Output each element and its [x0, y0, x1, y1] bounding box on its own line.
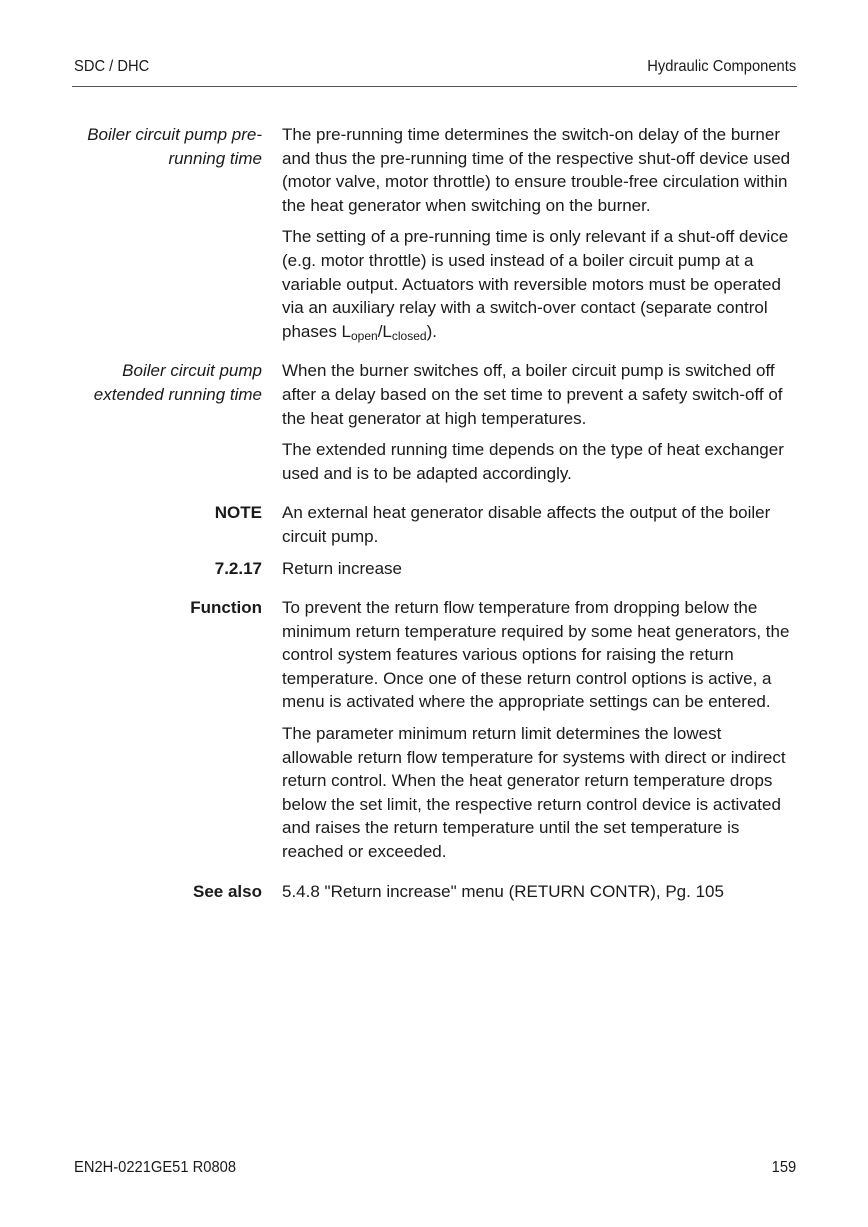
section-note: [0, 501, 868, 548]
heading-number: 7.2.17: [214, 558, 262, 578]
cross-reference: 5.4.8 "Return increase" menu (RETURN CONTR), Pg. 105: [282, 881, 724, 901]
paragraph-text: The setting of a pre-running time is only relevant if a shut-off device (e.g. motor throttle) is used instead of a boiler circuit pump at a variable output. Actuators with reversible motors must be operated via an auxiliary relay with a switch-over contact (separate control phases L: [282, 227, 789, 341]
document-code: EN2H-0221GE51 R0808: [74, 1159, 237, 1176]
paragraph: [282, 225, 794, 343]
section-extended-running-time: [0, 359, 868, 485]
margin-label: Boiler circuit pump extended running time: [93, 361, 262, 404]
margin-label: Boiler circuit pump pre-running time: [87, 125, 262, 168]
section-heading: [0, 557, 868, 581]
paragraph: The extended running time depends on the type of heat exchanger used and is to be adapted accordingly.: [282, 440, 784, 483]
paragraph: To prevent the return flow temperature from dropping below the minimum return temperature required by some heat generators, the control system features various options for raising the return temperature. Once one of these return control options is active, a menu is activated where the appropriate settings can be entered.: [282, 598, 790, 712]
subscript-closed: closed: [391, 328, 427, 343]
header-right: Hydraulic Components: [647, 58, 797, 75]
paragraph: An external heat generator disable affects the output of the boiler circuit pump.: [282, 503, 771, 546]
note-label: NOTE: [214, 503, 262, 523]
slash-l: /L: [377, 321, 392, 341]
section-pre-running-time: [0, 123, 868, 343]
section-body: [282, 501, 794, 548]
section-body: [282, 359, 794, 485]
header-left: SDC / DHC: [74, 58, 150, 75]
page-number: 159: [771, 1159, 797, 1176]
section-see-also: [0, 880, 868, 904]
page-header: [74, 58, 796, 76]
page-footer: [74, 1159, 796, 1177]
section-body: [282, 596, 794, 864]
section-function: [0, 596, 868, 864]
paragraph: The parameter minimum return limit determines the lowest allowable return flow temperature for systems with direct or indirect return control. When the heat generator return temperature drops below the set limit, the respective return control device is activated and raises the return temperature until the set temperature is reached or exceeded.: [282, 724, 786, 862]
paragraph-end: ).: [426, 321, 437, 341]
paragraph: The pre-running time determines the switch-on delay of the burner and thus the pre-running time of the respective shut-off device used (motor valve, motor throttle) to ensure trouble-free circulation within the heat generator when switching on the burner.: [282, 125, 791, 215]
section-body: [282, 123, 794, 343]
margin-label: See also: [193, 881, 262, 901]
page-content: [0, 123, 868, 911]
paragraph: When the burner switches off, a boiler circuit pump is switched off after a delay based on the set time to prevent a safety switch-off of the heat generator at high temperatures.: [282, 361, 783, 428]
header-rule: [72, 86, 797, 87]
subscript-open: open: [351, 328, 378, 343]
margin-label: Function: [190, 598, 262, 618]
heading-title: Return increase: [282, 558, 403, 578]
